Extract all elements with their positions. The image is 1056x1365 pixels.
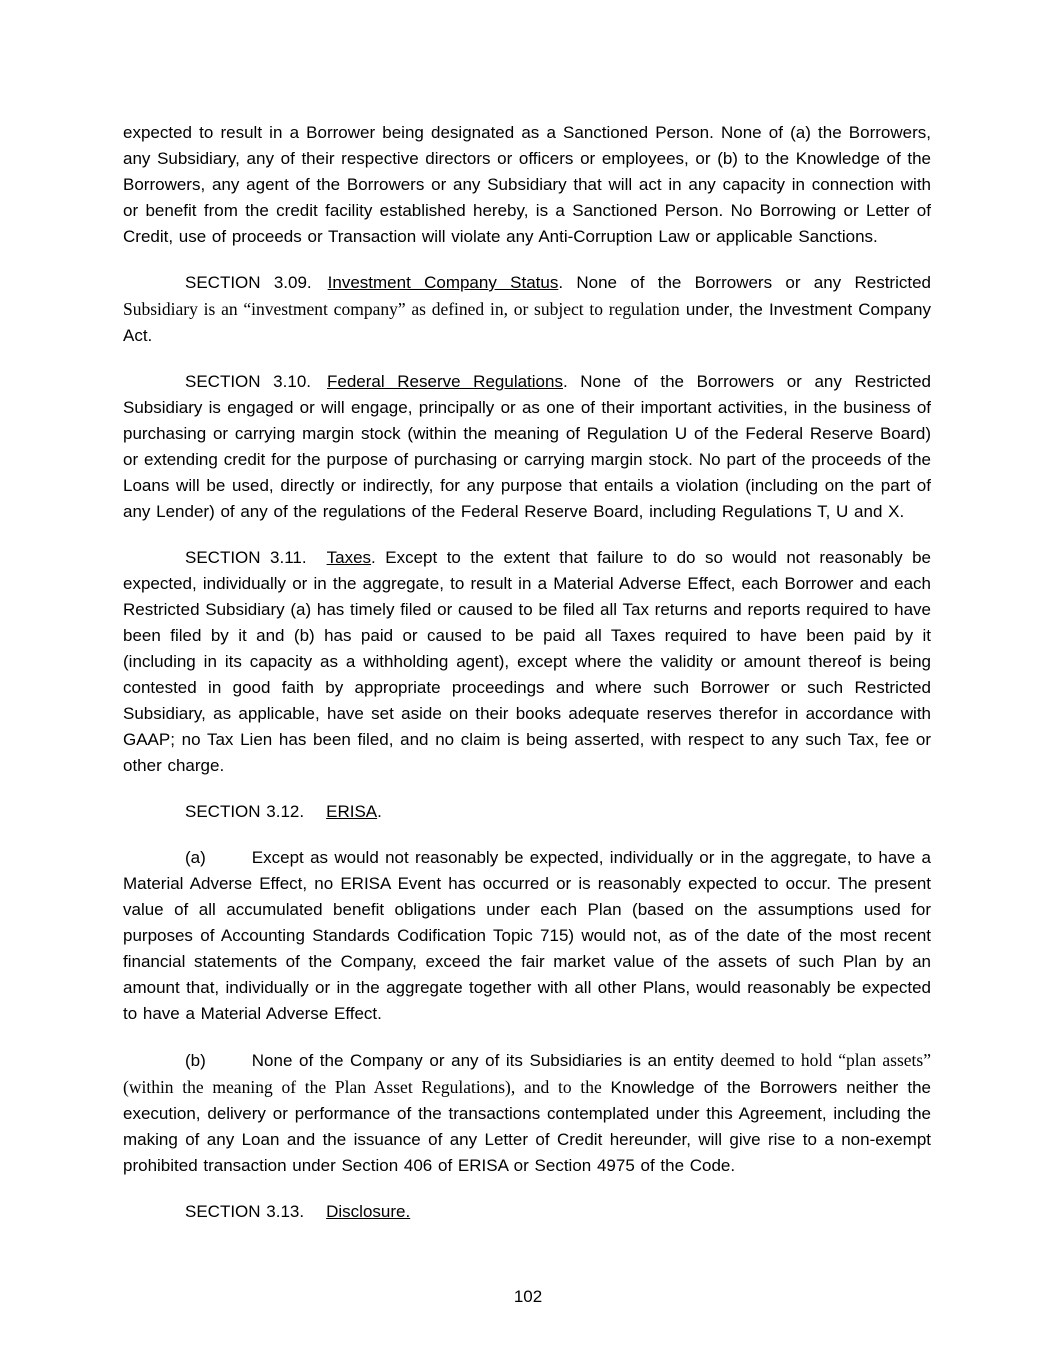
tab-space [312, 287, 328, 288]
text-run: . None of the Borrowers or any Restricted Subsidiary is engaged or will engage, principally or as one of their important activities, in the business of purchasing or carrying margin stock (within the meaning of Regulation U of the Federal Reserve Board) or extending credit for the purpose of purchasing or carrying margin stock. No part of the proceeds of the Loans will be used, directly or indirectly, for any purpose that entails a violation (including on the part of any Lender) of any of the regulations of the Federal Reserve Board, including Regulations T, U and X. [123, 372, 931, 521]
document-body [123, 120, 931, 1225]
section-3-09 [123, 270, 931, 349]
tab-space [311, 386, 327, 387]
text-run: . [377, 802, 382, 821]
text-run: Subsidiary is an “investment company” as defined in, or subject to regulation [123, 299, 680, 319]
tab-space [304, 816, 326, 817]
paragraph-3-12-a [123, 845, 931, 1027]
text-run: None of the Company or any of its Subsidiaries is an entity [251, 1051, 721, 1070]
text-run: SECTION 3.09. [185, 273, 312, 292]
section-title: Disclosure. [326, 1202, 411, 1221]
text-run: under, the Investment Company Act. [123, 300, 931, 345]
section-3-10 [123, 369, 931, 525]
text-run: expected to result in a Borrower being designated as a Sanctioned Person. None of (a) the Borrowers, any Subsidiary, any of their respective directors or officers or employees, or (b) to the Knowledge of the Borrowers, any agent of the Borrowers or any Subsidiary that will act in any capacity in connection with or benefit from the credit facility established hereby, is a Sanctioned Person. No Borrowing or Letter of Credit, use of proceeds or Transaction will violate any Anti-Corruption Law or applicable Sanctions. [123, 123, 931, 246]
paragraph-3-12-b [123, 1047, 931, 1179]
section-3-12-heading [123, 799, 931, 825]
tab-space [304, 1216, 326, 1217]
text-run: . None of the Borrowers or any Restricted [558, 273, 931, 292]
tab-space [307, 562, 327, 563]
text-run: Knowledge of the Borrowers neither the execution, delivery or performance of the transactions contemplated under this Agreement, including the making of any Loan and the issuance of any Letter of Credit hereunder, will give rise to a non-exempt prohibited transaction under Section 406 of ERISA or Section 4975 of the Code. [123, 1078, 931, 1175]
section-3-11 [123, 545, 931, 779]
section-title: Taxes [326, 548, 372, 567]
text-run: . Except to the extent that failure to do so would not reasonably be expected, individually or in the aggregate, to result in a Material Adverse Effect, each Borrower and each Restricted Subsidiary (a) has timely filed or caused to be filed all Tax returns and reports required to have been filed by it and (b) has paid or caused to be paid all Taxes required to have been paid by it (including in its capacity as a withholding agent), except where the validity or amount thereof is being contested in good faith by appropriate proceedings and where such Borrower or such Restricted Subsidiary, as applicable, have set aside on their books adequate reserves therefor in accordance with GAAP; no Tax Lien has been filed, and no claim is being asserted, with respect to any such Tax, fee or other charge. [123, 548, 931, 775]
page-number: 102 [513, 1287, 543, 1306]
text-run: deemed to hold “plan assets” (within the meaning of the Plan Asset Regulations), and to the [123, 1050, 931, 1097]
paragraph-continuation [123, 120, 931, 250]
text-run: Except as would not reasonably be expected, individually or in the aggregate, to have a Material Adverse Effect, no ERISA Event has occurred or is reasonably expected to occur. The present value of all accumulated benefit obligations under each Plan (based on the assumptions used for purposes of Accounting Standards Codification Topic 715) would not, as of the date of the most recent financial statements of the Company, exceed the fair market value of the assets of such Plan by an amount that, individually or in the aggregate together with all other Plans, would reasonably be expected to have a Material Adverse Effect. [123, 848, 931, 1023]
text-run: (a) [185, 848, 206, 867]
section-title: Investment Company Status [327, 273, 559, 292]
text-run: SECTION 3.10. [185, 372, 311, 391]
section-title: Federal Reserve Regulations [327, 372, 563, 391]
tab-space [206, 862, 252, 863]
tab-space [206, 1065, 252, 1066]
text-run: SECTION 3.12. [185, 802, 305, 821]
text-run: SECTION 3.11. [185, 548, 307, 567]
text-run: SECTION 3.13. [185, 1202, 305, 1221]
text-run: (b) [185, 1051, 206, 1070]
section-title: ERISA [326, 802, 378, 821]
section-3-13-heading [123, 1199, 931, 1225]
